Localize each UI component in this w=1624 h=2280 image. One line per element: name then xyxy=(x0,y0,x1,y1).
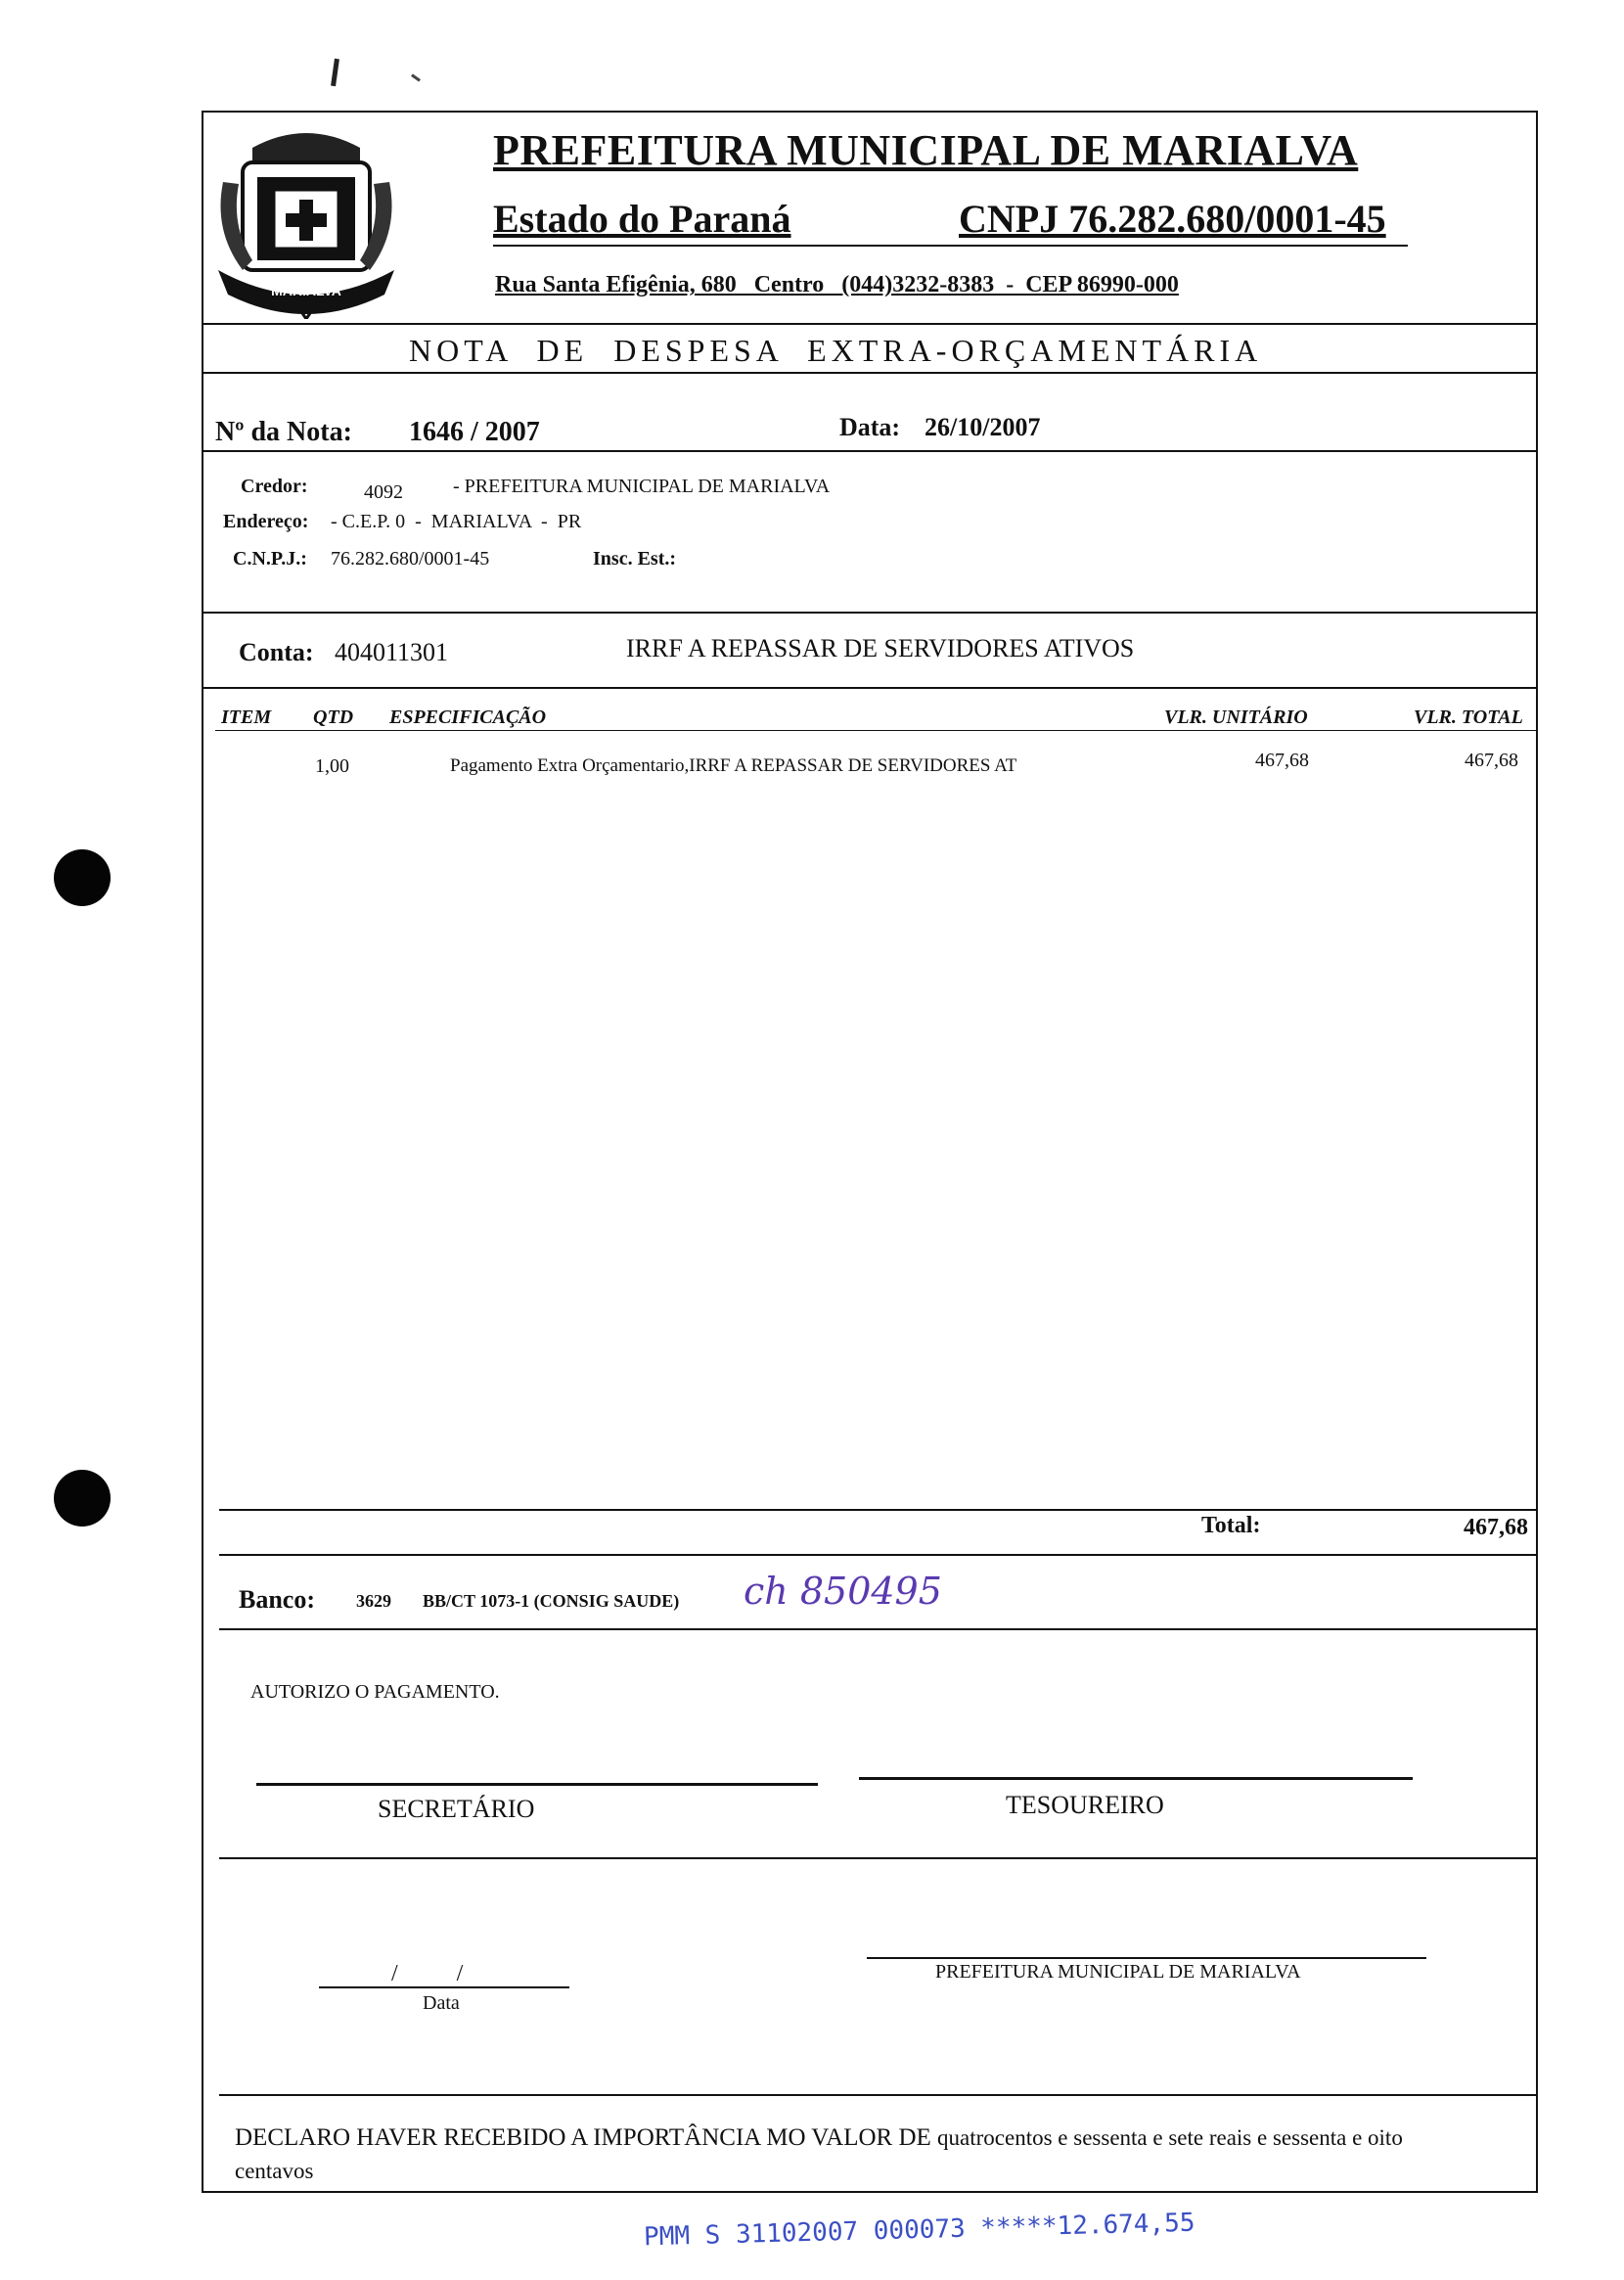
pen-mark xyxy=(331,59,339,86)
date-label: Data: xyxy=(839,413,901,441)
col-spec-header: ESPECIFICAÇÃO xyxy=(389,707,547,728)
crest-logo xyxy=(213,123,399,319)
banco-code: 3629 xyxy=(356,1591,391,1611)
conta-number: 404011301 xyxy=(335,638,449,666)
municipality-title: PREFEITURA MUNICIPAL DE MARIALVA xyxy=(493,126,1359,174)
autorizo-text: AUTORIZO O PAGAMENTO. xyxy=(250,1681,500,1703)
tesoureiro-label: TESOUREIRO xyxy=(1006,1791,1164,1819)
banco-description: BB/CT 1073-1 (CONSIG SAUDE) xyxy=(423,1591,680,1611)
declaro-prefix: DECLARO HAVER RECEBIDO A IMPORTÂNCIA MO VALOR DE xyxy=(235,2124,931,2151)
document-title: NOTA DE DESPESA EXTRA-ORÇAMENTÁRIA xyxy=(409,333,1263,368)
credor-label: Credor: xyxy=(241,476,308,497)
punch-hole-bottom xyxy=(54,1470,111,1527)
declaro-text xyxy=(235,2121,1448,2188)
punch-hole-top xyxy=(54,849,111,906)
total-label: Total: xyxy=(1201,1513,1261,1538)
date-caption: Data xyxy=(423,1992,460,2014)
credor-name: - PREFEITURA MUNICIPAL DE MARIALVA xyxy=(453,476,831,497)
conta-description: IRRF A REPASSAR DE SERVIDORES ATIVOS xyxy=(626,634,1135,662)
separator xyxy=(202,687,1538,689)
separator xyxy=(219,1628,1538,1630)
header-address: Rua Santa Efigênia, 680 Centro (044)3232-8383 - CEP 86990-000 xyxy=(495,272,1179,297)
prefeitura-signature-label: PREFEITURA MUNICIPAL DE MARIALVA xyxy=(935,1961,1301,1983)
date-line xyxy=(319,1986,569,1988)
item-row-unit: 467,68 xyxy=(1255,750,1309,771)
item-row-spec: Pagamento Extra Orçamentario,IRRF A REPASSAR DE SERVIDORES AT xyxy=(450,755,1017,776)
separator xyxy=(202,323,1538,325)
endereco-value: - C.E.P. 0 - MARIALVA - PR xyxy=(331,511,582,532)
table-header-line xyxy=(215,730,1538,731)
nota-label: Nº da Nota: xyxy=(215,417,352,447)
separator xyxy=(202,372,1538,374)
nota-number: 1646 / 2007 xyxy=(409,417,540,447)
endereco-label: Endereço: xyxy=(223,511,309,532)
prefeitura-signature-line xyxy=(867,1957,1426,1959)
crest-banner-text: MARIALVA xyxy=(271,283,341,298)
col-total-header: VLR. TOTAL xyxy=(1414,707,1523,728)
pen-mark xyxy=(411,73,421,81)
item-row-qtd: 1,00 xyxy=(315,755,349,777)
separator xyxy=(219,1857,1538,1859)
banco-label: Banco: xyxy=(239,1585,315,1614)
col-item-header: ITEM xyxy=(221,707,272,728)
separator xyxy=(219,1554,1538,1556)
separator xyxy=(219,1509,1538,1511)
col-unit-header: VLR. UNITÁRIO xyxy=(1164,707,1308,728)
secretario-label: SECRETÁRIO xyxy=(378,1795,535,1823)
handwritten-check-number: ch 850495 xyxy=(744,1570,942,1613)
cnpj-value: 76.282.680/0001-45 xyxy=(331,548,490,570)
separator xyxy=(202,450,1538,452)
cnpj-label: C.N.P.J.: xyxy=(233,548,307,570)
col-qtd-header: QTD xyxy=(313,707,354,728)
total-value: 467,68 xyxy=(1464,1515,1528,1540)
tesoureiro-signature-line xyxy=(859,1777,1413,1780)
separator xyxy=(219,2094,1538,2096)
insc-est-label: Insc. Est.: xyxy=(593,548,677,570)
separator xyxy=(202,612,1538,614)
secretario-signature-line xyxy=(256,1783,818,1786)
header-cnpj: CNPJ 76.282.680/0001-45 xyxy=(959,197,1386,241)
state-name: Estado do Paraná xyxy=(493,197,791,241)
date-value: 26/10/2007 xyxy=(925,413,1041,441)
date-slashes: / / xyxy=(391,1961,464,1986)
credor-code: 4092 xyxy=(364,481,403,503)
amount-in-words: quatrocentos e sessenta e sete reais e sessenta e oito centavos xyxy=(235,2125,1403,2183)
bank-authentication-stamp: PMM S 31102007 000073 *****12.674,55 xyxy=(643,2208,1195,2253)
conta-label: Conta: xyxy=(239,638,314,666)
item-row-total: 467,68 xyxy=(1465,750,1518,771)
state-underline xyxy=(493,245,1408,247)
